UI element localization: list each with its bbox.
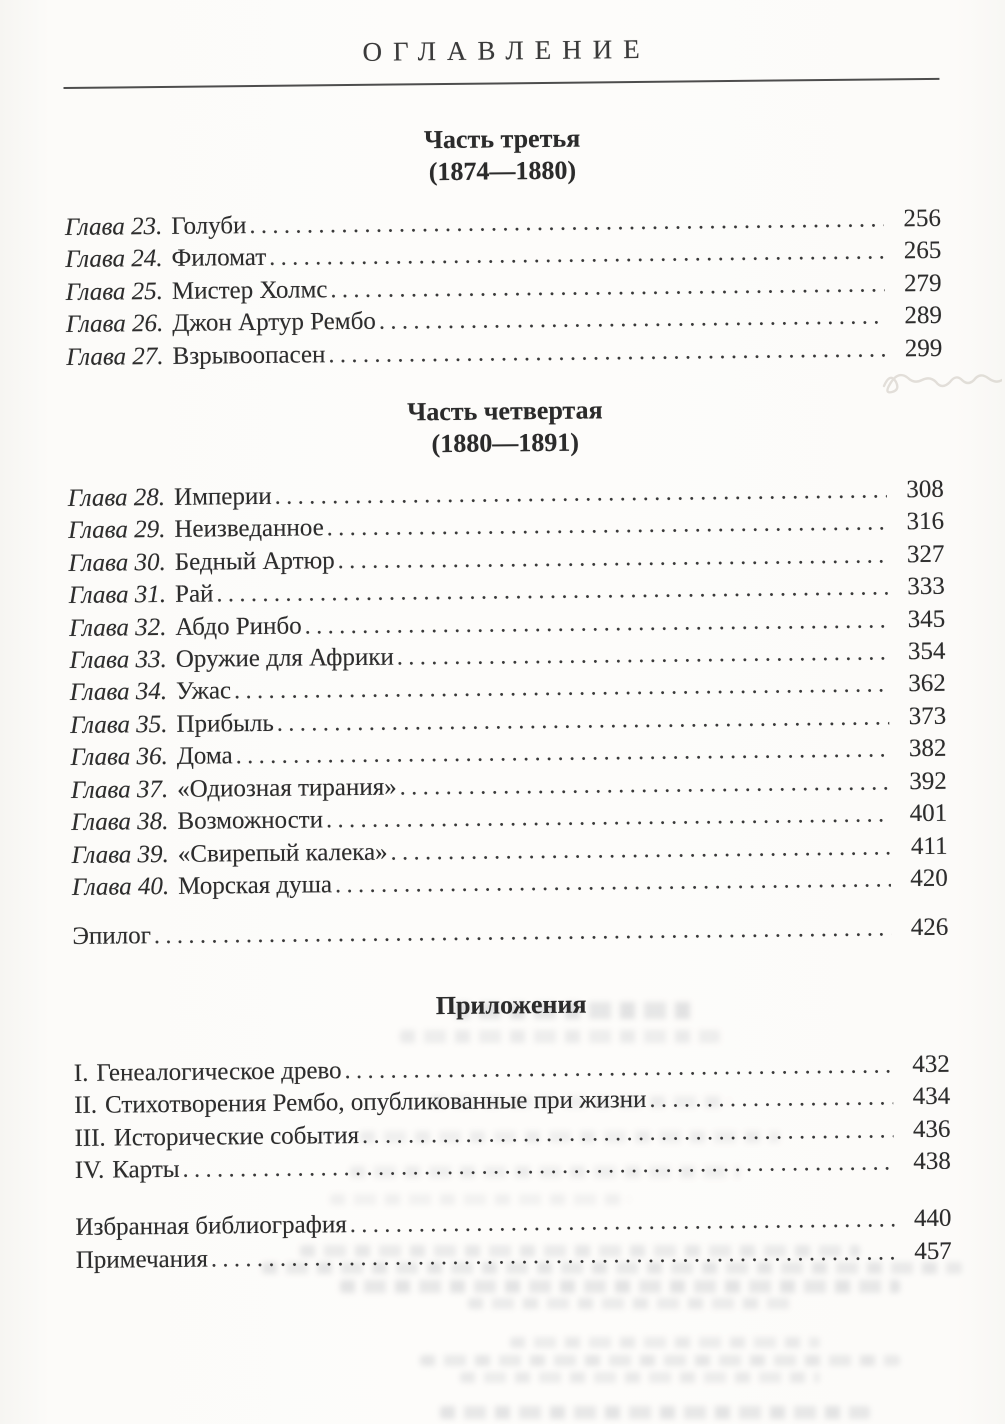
chapter-label: Глава 35.	[70, 710, 168, 739]
chapter-label: Глава 34.	[69, 678, 168, 707]
chapter-label: Глава 36.	[70, 743, 168, 772]
bleed-through-ghost	[440, 1406, 870, 1419]
appendix-label: I.	[73, 1059, 89, 1087]
section-part4	[67, 391, 948, 904]
chapter-title: Прибыль	[176, 709, 274, 738]
chapter-title: «Свирепый калека»	[177, 838, 388, 868]
chapter-label: Глава 24.	[65, 245, 163, 274]
chapter-title: Джон Артур Рембо	[172, 307, 377, 338]
page-number: 436	[912, 1115, 951, 1143]
page-number: 382	[908, 735, 947, 763]
page-number: 440	[913, 1205, 952, 1233]
dot-leader	[350, 1205, 895, 1242]
appendix-title: Исторические события	[113, 1121, 360, 1152]
dot-leader	[328, 334, 885, 371]
chapter-title: Взрывоопасен	[172, 340, 326, 370]
chapter-label: Глава 23.	[64, 212, 163, 241]
chapter-label: Глава 25.	[65, 277, 164, 306]
page-number: 420	[910, 864, 948, 893]
chapter-label: Глава 39.	[71, 840, 169, 869]
chapter-title: Дома	[176, 742, 233, 771]
page-number: 362	[908, 670, 946, 698]
page-number: 401	[909, 799, 948, 828]
page-number: 457	[914, 1237, 952, 1265]
chapter-label: Глава 31.	[68, 581, 167, 610]
part4-title: Часть четвертая	[407, 395, 603, 427]
appendix-label: III.	[74, 1124, 106, 1152]
page-number: 426	[910, 914, 949, 942]
chapter-label: Глава 26.	[65, 310, 164, 339]
epilogue-title: Эпилог	[72, 922, 152, 951]
dot-leader	[400, 767, 890, 804]
dot-leader	[379, 302, 885, 339]
bleed-through-ghost	[510, 1337, 820, 1348]
section-part3	[64, 119, 943, 374]
part3-chapter-list	[65, 203, 943, 374]
page-title: ОГЛАВЛЕНИЕ	[362, 33, 651, 67]
page-number: 434	[912, 1082, 951, 1111]
page-number: 411	[910, 832, 948, 860]
page-number: 438	[913, 1147, 951, 1176]
page-number: 308	[906, 475, 944, 504]
appendix-title: Генеалогическое древо	[96, 1056, 342, 1087]
backmatter-title: Избранная библиография	[75, 1211, 347, 1242]
bleed-through-ghost	[340, 1280, 900, 1293]
page-number: 289	[904, 302, 943, 330]
page-number: 265	[903, 237, 942, 265]
chapter-title: Морская душа	[178, 871, 333, 900]
part3-title: Часть третья	[423, 123, 581, 155]
bleed-through-ghost	[420, 1355, 900, 1366]
chapter-label: Глава 30.	[68, 548, 166, 577]
appendix-title: Стихотворения Рембо, опубликованные при жизни	[104, 1086, 647, 1119]
page-number: 299	[904, 334, 943, 362]
page-number: 373	[908, 702, 947, 731]
chapter-label: Глава 37.	[70, 775, 169, 804]
appendix-label: II.	[74, 1091, 98, 1120]
page-number: 333	[907, 573, 945, 601]
appendix-list	[74, 1048, 951, 1187]
chapter-title: Возможности	[177, 806, 324, 835]
chapter-title: Мистер Холмс	[171, 276, 328, 305]
chapter-label: Глава 32.	[69, 613, 167, 642]
toc-content	[63, 31, 952, 1277]
page-number: 256	[903, 204, 942, 233]
chapter-title: Филомат	[171, 244, 267, 273]
dot-leader	[649, 1082, 893, 1116]
part3-years: (1874—1880)	[428, 155, 577, 187]
chapter-title: «Одиозная тирания»	[176, 773, 397, 803]
dot-leader	[327, 508, 888, 545]
chapter-label: Глава 40.	[71, 872, 170, 901]
page-number: 316	[906, 508, 945, 536]
part4-chapter-list	[68, 474, 948, 904]
section-backmatter	[75, 1203, 952, 1277]
section-appendices	[73, 984, 951, 1187]
header-rule	[63, 78, 939, 89]
dot-leader	[338, 540, 888, 577]
chapter-title: Абдо Ринбо	[175, 612, 302, 641]
page-number: 279	[903, 269, 942, 298]
page-number: 327	[906, 540, 945, 569]
dot-leader	[326, 799, 890, 836]
page-number: 392	[909, 767, 947, 795]
chapter-label: Глава 27.	[66, 342, 164, 371]
dot-leader	[154, 914, 892, 953]
chapter-title: Голуби	[171, 212, 247, 240]
chapter-title: Ужас	[175, 677, 232, 706]
appendix-label: IV.	[74, 1156, 105, 1184]
bleed-through-ghost	[468, 1298, 798, 1309]
dot-leader	[305, 605, 889, 643]
dot-leader	[182, 1147, 894, 1186]
chapter-title: Рай	[174, 580, 214, 609]
chapter-label: Глава 38.	[71, 808, 169, 837]
chapter-label: Глава 28.	[67, 483, 166, 513]
dot-leader	[362, 1115, 894, 1152]
chapter-title: Империи	[173, 482, 272, 511]
dot-leader	[249, 204, 884, 242]
chapter-title: Неизведанное	[174, 514, 324, 544]
dot-leader	[344, 1050, 893, 1087]
chapter-label: Глава 33.	[69, 646, 167, 675]
page-number: 345	[907, 605, 946, 633]
chapter-label: Глава 29.	[67, 516, 166, 545]
dot-leader	[330, 269, 884, 306]
page-number: 354	[907, 637, 946, 666]
part4-years: (1880—1891)	[431, 427, 580, 459]
dot-leader	[269, 237, 884, 275]
appendix-title: Карты	[112, 1155, 180, 1184]
chapter-title: Бедный Артюр	[174, 547, 335, 576]
bleed-through-ghost	[460, 1372, 820, 1383]
page-number: 432	[912, 1050, 950, 1078]
dot-leader	[390, 832, 890, 869]
epilogue-entry	[72, 912, 948, 954]
dot-leader	[275, 475, 887, 513]
chapter-title: Оружие для Африки	[175, 643, 394, 673]
backmatter-title: Примечания	[75, 1245, 209, 1274]
dot-leader	[335, 864, 891, 901]
dot-leader	[397, 637, 889, 674]
dot-leader	[277, 702, 890, 740]
appendices-heading: Приложения	[435, 989, 587, 1020]
